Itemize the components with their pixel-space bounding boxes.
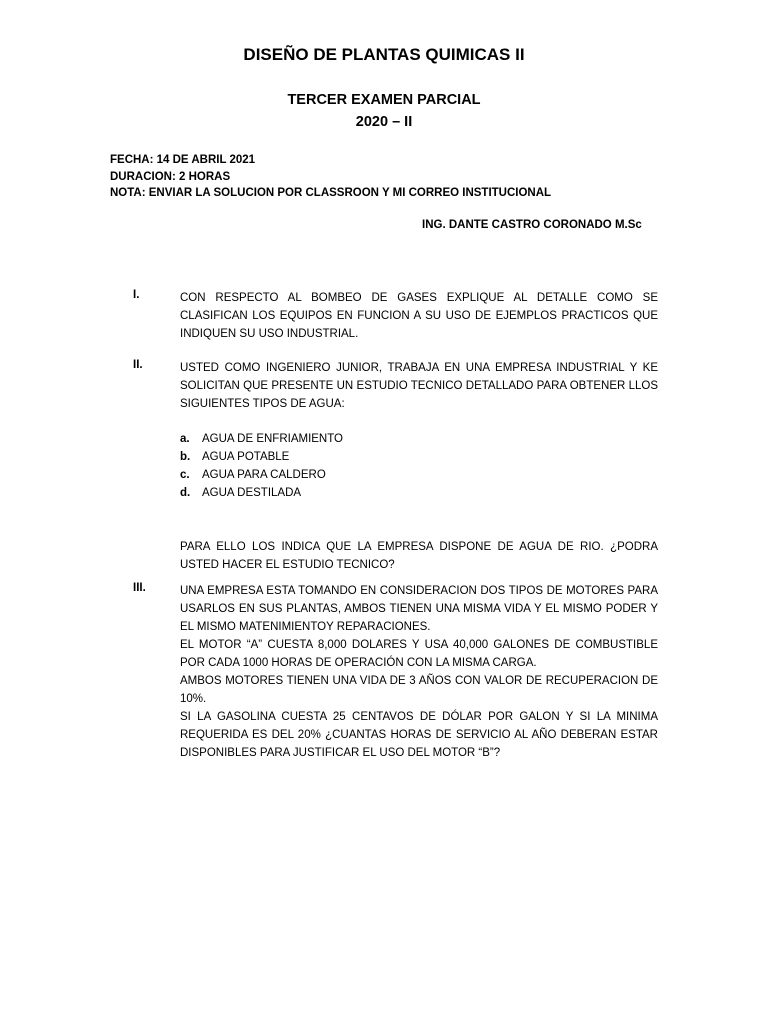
option-item xyxy=(180,448,343,466)
exam-title: TERCER EXAMEN PARCIAL xyxy=(287,92,481,108)
option-text: AGUA PARA CALDERO xyxy=(202,469,326,481)
question-paragraph: EL MOTOR “A” CUESTA 8,000 DOLARES Y USA 40,000 GALONES DE COMBUSTIBLE POR CADA 1000 HORAS DE OPERACIÓN CON LA MISMA CARGA. xyxy=(180,639,658,669)
question-text: USTED COMO INGENIERO JUNIOR, TRABAJA EN UNA EMPRESA INDUSTRIAL Y KE SOLICITAN QUE PRESENTE UN ESTUDIO TECNICO DETALLADO PARA OBTENER LLOS SIGUIENTES TIPOS DE AGUA: xyxy=(180,362,658,410)
option-item xyxy=(180,484,343,502)
exam-note: NOTA: ENVIAR LA SOLUCION POR CLASSROON Y MI CORREO INSTITUCIONAL xyxy=(110,187,552,199)
question-text xyxy=(180,582,658,762)
exam-period: 2020 – II xyxy=(355,114,413,130)
course-title: DISEÑO DE PLANTAS QUIMICAS II xyxy=(243,45,525,64)
exam-date: FECHA: 14 DE ABRIL 2021 xyxy=(110,154,256,166)
option-label: b. xyxy=(180,451,191,463)
question-paragraph: SI LA GASOLINA CUESTA 25 CENTAVOS DE DÓLAR POR GALON Y SI LA MINIMA REQUERIDA ES DEL 20% ¿CUANTAS HORAS DE SERVICIO AL AÑO DEBERAN ESTAR DISPONIBLES PARA JUSTIFICAR EL USO DEL MOTOR “B”? xyxy=(180,711,658,759)
question-number: II. xyxy=(133,359,143,371)
author: ING. DANTE CASTRO CORONADO M.Sc xyxy=(422,219,642,231)
question-text: CON RESPECTO AL BOMBEO DE GASES EXPLIQUE AL DETALLE COMO SE CLASIFICAN LOS EQUIPOS EN FUNCION A SU USO DE EJEMPLOS PRACTICOS QUE INDIQUEN SU USO INDUSTRIAL. xyxy=(180,292,658,340)
option-item xyxy=(180,466,343,484)
option-item xyxy=(180,430,343,448)
question-note: PARA ELLO LOS INDICA QUE LA EMPRESA DISPONE DE AGUA DE RIO. ¿PODRA USTED HACER EL ESTUDIO TECNICO? xyxy=(180,541,658,571)
option-text: AGUA DE ENFRIAMIENTO xyxy=(202,433,344,445)
question-paragraph: AMBOS MOTORES TIENEN UNA VIDA DE 3 AÑOS CON VALOR DE RECUPERACION DE 10%. xyxy=(180,675,658,705)
question-number: III. xyxy=(133,582,146,594)
option-label: a. xyxy=(180,433,190,445)
question-number: I. xyxy=(133,289,140,301)
question-options xyxy=(180,430,343,502)
exam-duration: DURACION: 2 HORAS xyxy=(110,171,231,183)
option-text: AGUA POTABLE xyxy=(202,451,290,463)
option-label: c. xyxy=(180,469,190,481)
option-label: d. xyxy=(180,487,191,499)
option-text: AGUA DESTILADA xyxy=(202,487,302,499)
question-paragraph: UNA EMPRESA ESTA TOMANDO EN CONSIDERACION DOS TIPOS DE MOTORES PARA USARLOS EN SUS PLANTAS, AMBOS TIENEN UNA MISMA VIDA Y EL MISMO PODER Y EL MISMO MATENIMIENTOY REPARACIONES. xyxy=(180,585,658,633)
